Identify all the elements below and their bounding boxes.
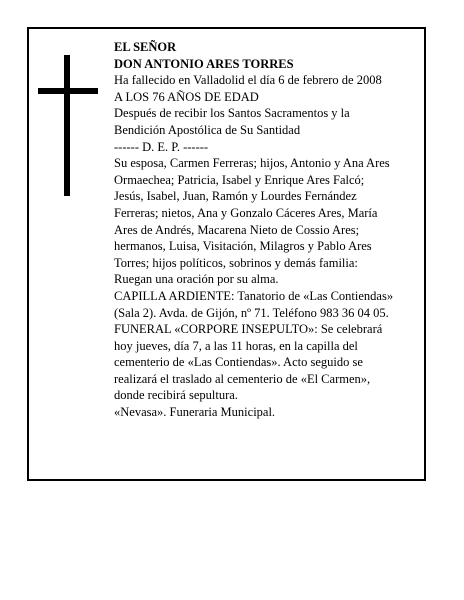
chapel-address: (Sala 2). Avda. de Gijón, nº 71. Teléfono 983 36 04 05. xyxy=(114,305,389,320)
sacraments-line: Después de recibir los Santos Sacramentos y la xyxy=(114,106,350,121)
funeral-home-line: «Nevasa». Funeraria Municipal. xyxy=(114,405,276,420)
family-line: Su esposa, Carmen Ferreras; hijos, Antonio y Ana Ares xyxy=(114,156,390,171)
funeral-line: cementerio de «Las Contiendas». Acto seguido se xyxy=(114,355,363,370)
family-line: Torres; hijos políticos, sobrinos y demás familia: xyxy=(114,255,358,270)
family-line: Ferreras; nietos, Ana y Gonzalo Cáceres Ares, María xyxy=(114,205,378,220)
cross-horizontal-bar xyxy=(38,88,98,94)
prayer-request: Ruegan una oración por su alma. xyxy=(114,272,279,287)
family-line: Ares de Andrés, Macarena Nieto de Cossio Ares; xyxy=(114,222,360,237)
rip-line: ------ D. E. P. ------ xyxy=(114,139,209,154)
heading-title: EL SEÑOR xyxy=(114,40,177,54)
family-line: hermanos, Luisa, Visitación, Milagros y Pablo Ares xyxy=(114,239,372,254)
family-line: Jesús, Isabel, Juan, Ramón y Lourdes Fernández xyxy=(114,189,357,204)
funeral-line: realizará el traslado al cementerio de «El Carmen», xyxy=(114,371,371,386)
deceased-name: DON ANTONIO ARES TORRES xyxy=(114,56,294,71)
family-line: Ormaechea; Patricia, Isabel y Enrique Ares Falcó; xyxy=(114,172,365,187)
blessing-line: Bendición Apostólica de Su Santidad xyxy=(114,122,301,137)
age-line: A LOS 76 AÑOS DE EDAD xyxy=(114,89,259,104)
obituary-text xyxy=(114,39,424,421)
funeral-line: hoy jueves, día 7, a las 11 horas, en la capilla del xyxy=(114,338,358,353)
funeral-line: FUNERAL «CORPORE INSEPULTO»: Se celebrará xyxy=(114,322,383,337)
cross-icon xyxy=(38,55,98,196)
burial-line: donde recibirá sepultura. xyxy=(114,388,238,403)
death-announcement: Ha fallecido en Valladolid el día 6 de febrero de 2008 xyxy=(114,73,382,88)
cross-vertical-bar xyxy=(64,55,70,196)
chapel-line: CAPILLA ARDIENTE: Tanatorio de «Las Contiendas» xyxy=(114,288,394,303)
